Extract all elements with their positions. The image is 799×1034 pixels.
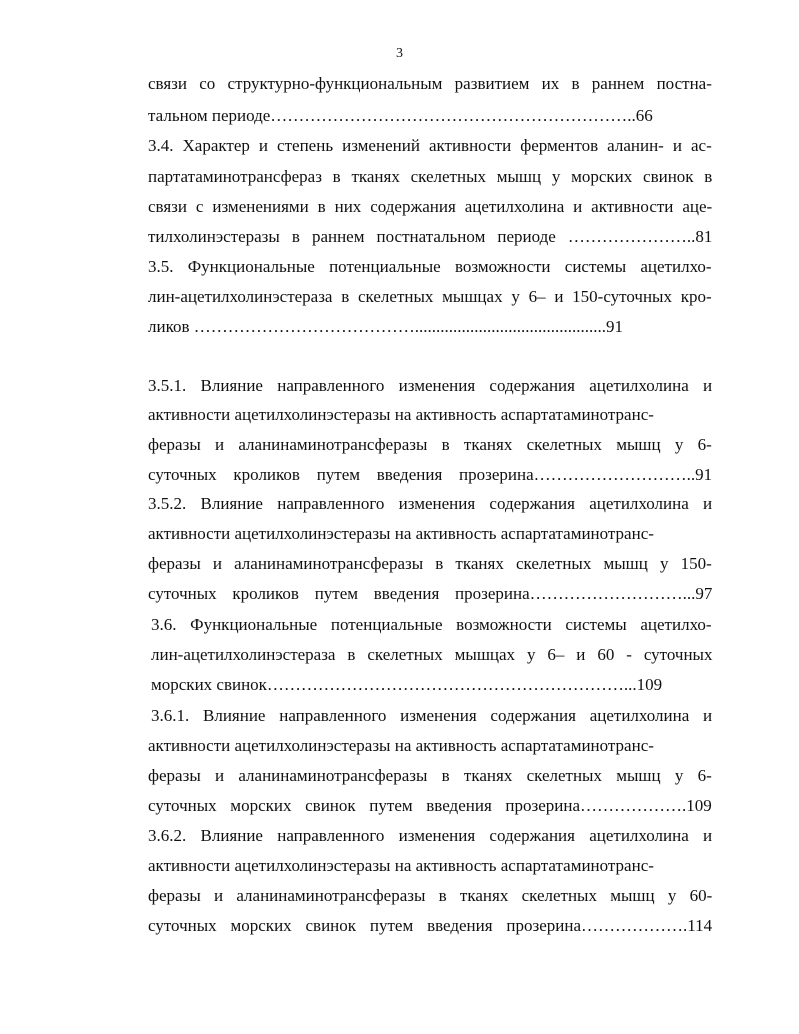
toc-line: 3.5.2. Влияние направленного изменения содержания ацетилхолина и [148, 494, 713, 513]
toc-line: активности ацетилхолинэстеразы на активность аспартатаминотранс- [148, 856, 654, 875]
toc-line: ликов ………………………………….............................................91 [148, 317, 624, 336]
toc-line: активности ацетилхолинэстеразы на активность аспартатаминотранс- [148, 736, 654, 755]
toc-line: феразы и аланинаминотрансферазы в тканях скелетных мышц у 6- [148, 435, 712, 454]
toc-line: тилхолинэстеразы в раннем постнатальном периоде …………………..81 [148, 227, 713, 246]
toc-line: связи со структурно-функциональным развитием их в раннем постна- [148, 74, 712, 93]
toc-line: суточных кроликов путем введения прозерина………………………...97 [148, 584, 713, 603]
toc-line: 3.6. Функциональные потенциальные возможности системы ацетилхо- [151, 615, 712, 634]
toc-line: активности ацетилхолинэстеразы на активность аспартатаминотранс- [148, 405, 654, 424]
toc-line: лин-ацетилхолинэстераза в скелетных мышцах у 6– и 60 - суточных [151, 645, 713, 664]
toc-line: суточных морских свинок путем введения прозерина……………….114 [148, 916, 713, 935]
toc-line: 3.6.1. Влияние направленного изменения содержания ацетилхолина и [151, 706, 713, 725]
toc-line: феразы и аланинаминотрансферазы в тканях скелетных мышц у 150- [148, 554, 712, 573]
toc-line: активности ацетилхолинэстеразы на активность аспартатаминотранс- [148, 524, 654, 543]
toc-line: партатаминотрансфераз в тканях скелетных мышц у морских свинок в [148, 167, 713, 186]
toc-line: тальном периоде………………………………………………………..66 [148, 106, 653, 125]
toc-line: 3.4. Характер и степень изменений активности ферментов аланин- и ас- [148, 136, 712, 155]
toc-line: морских свинок………………………………………………………...109 [151, 675, 663, 694]
toc-line: лин-ацетилхолинэстераза в скелетных мышцах у 6– и 150-суточных кро- [148, 287, 712, 306]
toc-line: 3.5.1. Влияние направленного изменения содержания ацетилхолина и [148, 376, 713, 395]
toc-line: феразы и аланинаминотрансферазы в тканях скелетных мышц у 6- [148, 766, 712, 785]
page-number: 3 [396, 46, 403, 61]
toc-line: связи с изменениями в них содержания ацетилхолина и активности аце- [148, 197, 713, 216]
toc-line: суточных кроликов путем введения прозерина………………………..91 [148, 465, 713, 484]
toc-line: 3.6.2. Влияние направленного изменения содержания ацетилхолина и [148, 826, 713, 845]
toc-line: суточных морских свинок путем введения прозерина……………….109 [148, 796, 712, 815]
toc-line: феразы и аланинаминотрансферазы в тканях скелетных мышц у 60- [148, 886, 713, 905]
toc-line: 3.5. Функциональные потенциальные возможности системы ацетилхо- [148, 257, 712, 276]
